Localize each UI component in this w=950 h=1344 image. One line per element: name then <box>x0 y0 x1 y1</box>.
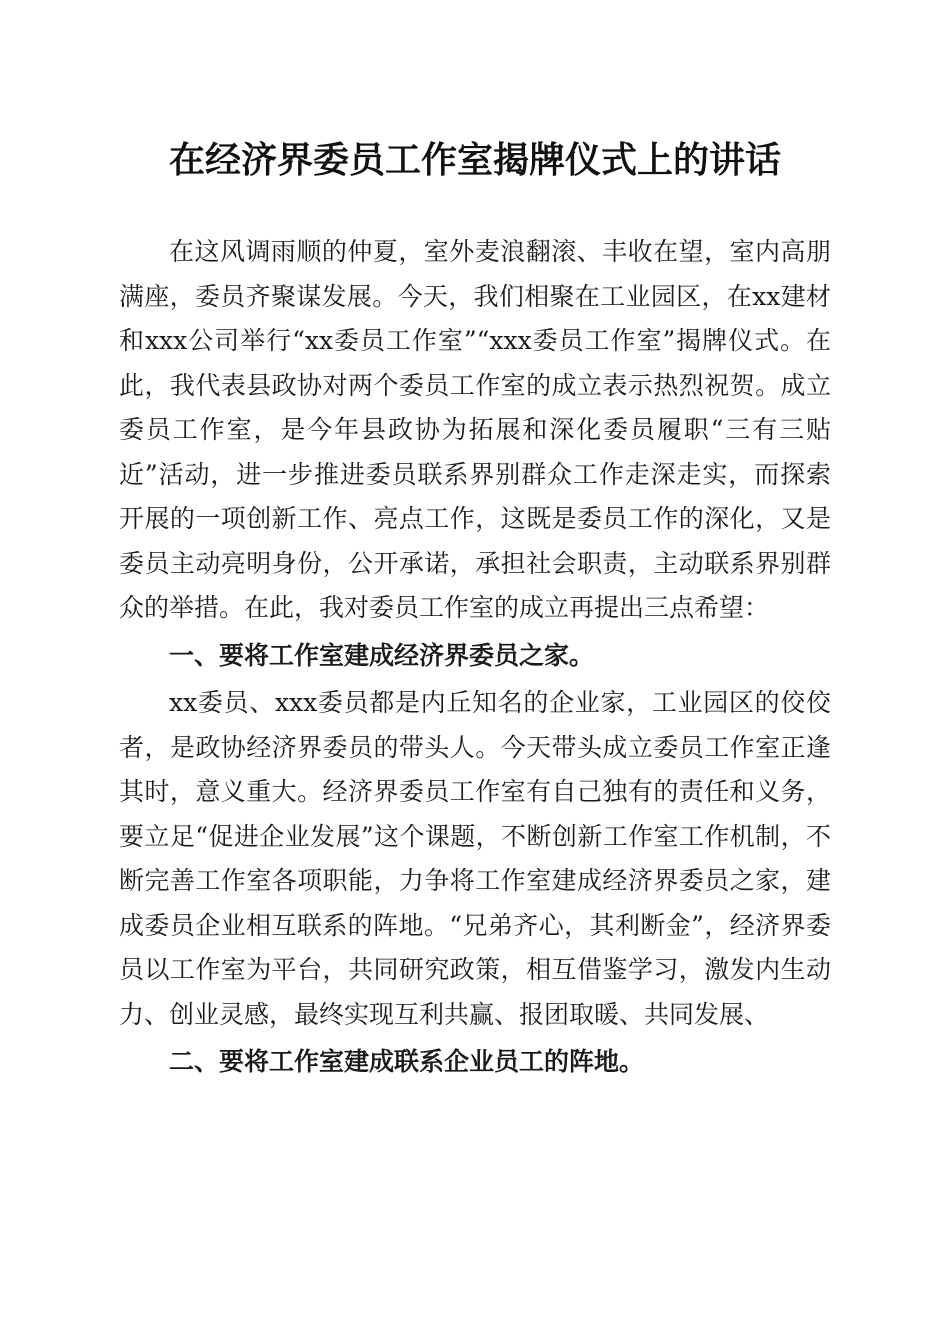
document-body <box>119 230 831 1088</box>
section-1-paragraph: xx委员、xxx委员都是内丘知名的企业家，工业园区的佼佼者，是政协经济界委员的带头人。今天带头成立委员工作室正逢其时，意义重大。经济界委员工作室有自己独有的责任和义务，要立足“促进企业发展”这个课题，不断创新工作室工作机制，不断完善工作室各项职能，力争将工作室建成经济界委员之家，建成委员企业相互联系的阵地。“兄弟齐心，其利断金”，经济界委员以工作室为平台，共同研究政策，相互借鉴学习，激发内生动力、创业灵感，最终实现互利共赢、报团取暖、共同发展、 <box>119 688 831 1029</box>
document-title: 在经济界委员工作室揭牌仪式上的讲话 <box>168 139 781 181</box>
section-heading-1: 一、要将工作室建成经济界委员之家。 <box>169 640 595 670</box>
intro-paragraph: 在这风调雨顺的仲夏，室外麦浪翻滚、丰收在望，室内高朋满座，委员齐聚谋发展。今天，我们相聚在工业园区，在xx建材和xxx公司举行“xx委员工作室”“xxx委员工作室”揭牌仪式。在此，我代表县政协对两个委员工作室的成立表示热烈祝贺。成立委员工作室，是今年县政协为拓展和深化委员履职“三有三贴近”活动，进一步推进委员联系界别群众工作走深走实，而探索开展的一项创新工作、亮点工作，这既是委员工作的深化，又是委员主动亮明身份，公开承诺，承担社会职责，主动联系界别群众的举措。在此，我对委员工作室的成立再提出三点希望： <box>119 237 831 622</box>
section-heading-2: 二、要将工作室建成联系企业员工的阵地。 <box>169 1047 645 1076</box>
